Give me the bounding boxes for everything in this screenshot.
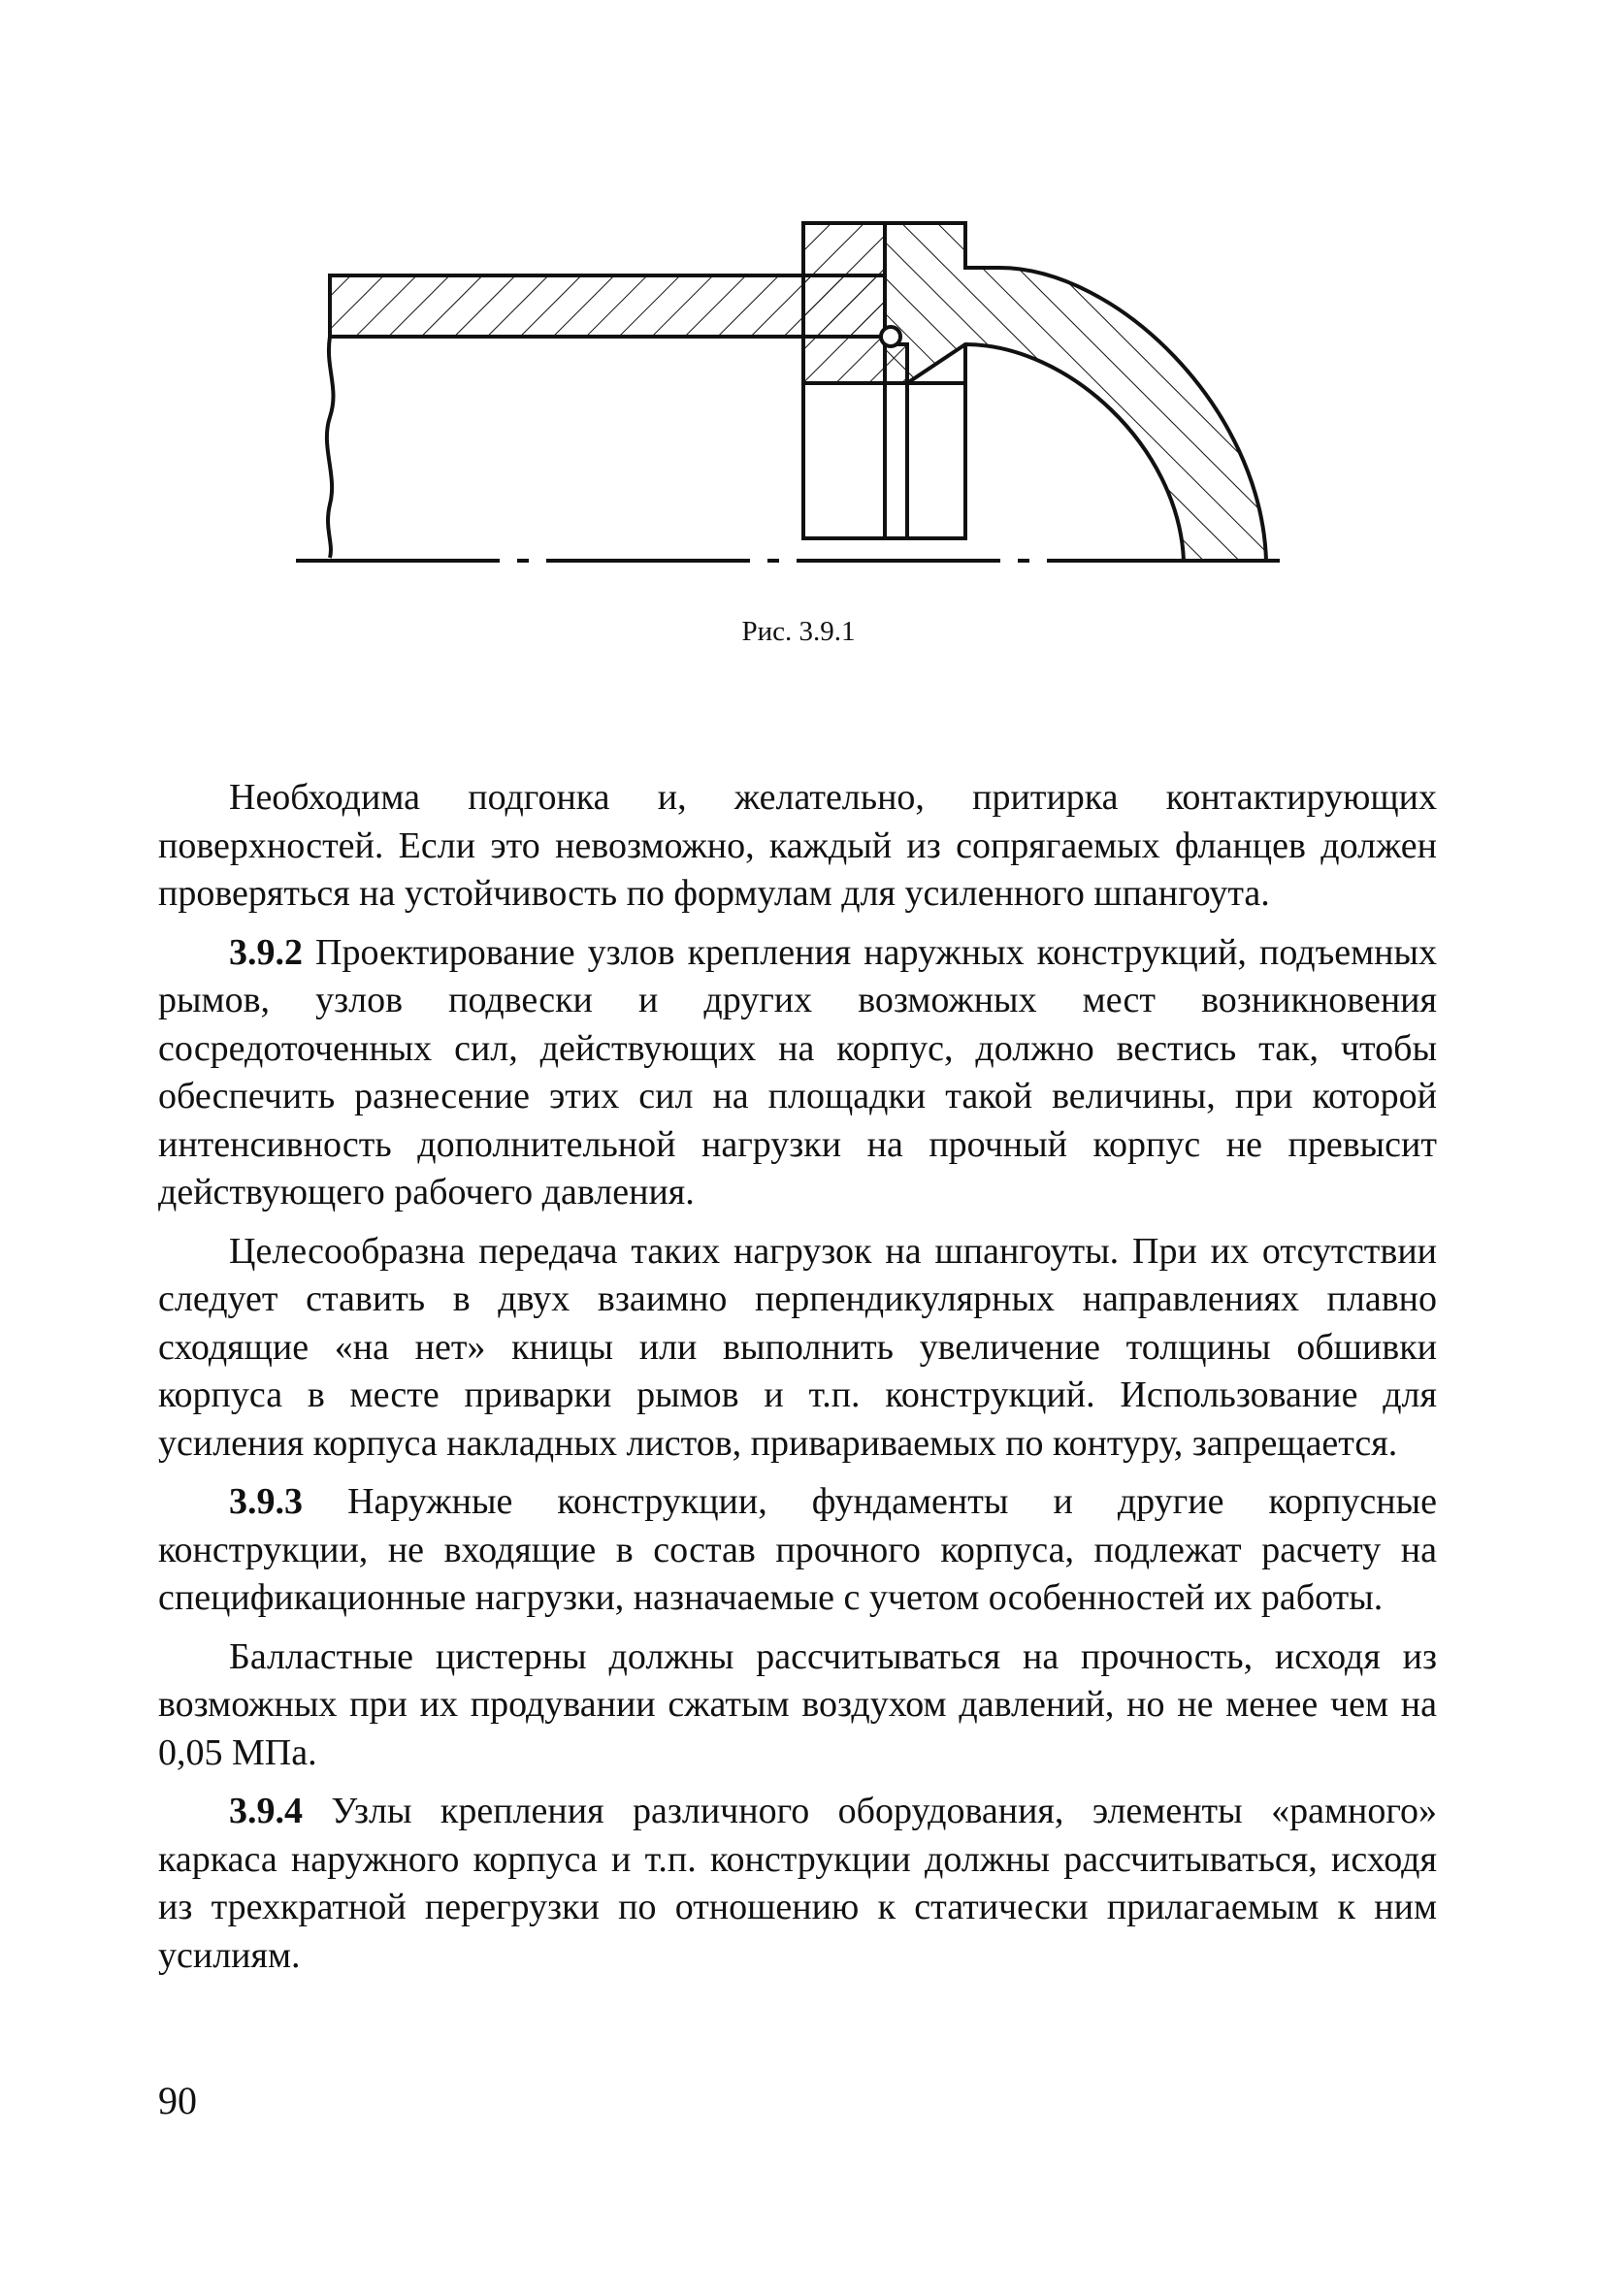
paragraph-text: Необходима подгонка и, желательно, притирка контактирующих поверхностей. Если это невозможно, каждый из сопрягаемых фланцев должен проверяться на устойчивость по формулам для усиленного шпангоута. [158,777,1437,914]
page-number: 90 [158,2079,197,2122]
section-number: 3.9.4 [229,1791,303,1831]
figure-caption: Рис. 3.9.1 [741,616,856,647]
break-line [327,337,334,558]
paragraph-1 [158,774,1437,919]
paragraph-text: Наружные конструкции, фундаменты и другие корпусные конструкции, не входящие в состав прочного корпуса, подлежат расчету на спецификационные нагрузки, назначаемые с учетом особенностей их работы. [158,1481,1437,1618]
paragraph-text: Проектирование узлов крепления наружных конструкций, подъемных рымов, узлов подвески и других возможных мест возникновения сосредоточенных сил, действующих на корпус, должно вестись так, чтобы обеспечить разнесение этих сил на площадки такой величины, при которой интенсивность дополнительной нагрузки на прочный корпус не превысит действующего рабочего давления. [158,931,1437,1213]
figure-flange-joint [291,209,1320,577]
body-text [158,774,1437,1990]
paragraph-3-9-4 [158,1788,1437,1980]
paragraph-3-9-3 [158,1478,1437,1623]
flange-joint-drawing [291,209,1320,577]
paragraph-5 [158,1633,1437,1778]
paragraph-3-9-2 [158,929,1437,1217]
seal-groove [881,327,900,346]
paragraph-text: Узлы крепления различного оборудования, элементы «рамного» каркаса наружного корпуса и т.п. конструкции должны рассчитываться, исходя из трехкратной перегрузки по отношению к статически прилагаемым к ним усилиям. [158,1791,1437,1976]
section-number: 3.9.2 [229,931,303,973]
paragraph-3 [158,1228,1437,1469]
section-number: 3.9.3 [229,1481,303,1522]
paragraph-text: Балластные цистерны должны рассчитываться на прочность, исходя из возможных при их продувании сжатым воздухом давлений, но не менее чем на 0,05 МПа. [158,1635,1437,1773]
paragraph-text: Целесообразна передача таких нагрузок на шпангоуты. При их отсутствии следует ставить в двух взаимно перпендикулярных направлениях плавно сходящие «на нет» кницы или выполнить увеличение толщины обшивки корпуса в месте приварки рымов и т.п. конструкций. Использование для усиления корпуса накладных листов, привариваемых по контуру, запрещается. [158,1230,1437,1464]
